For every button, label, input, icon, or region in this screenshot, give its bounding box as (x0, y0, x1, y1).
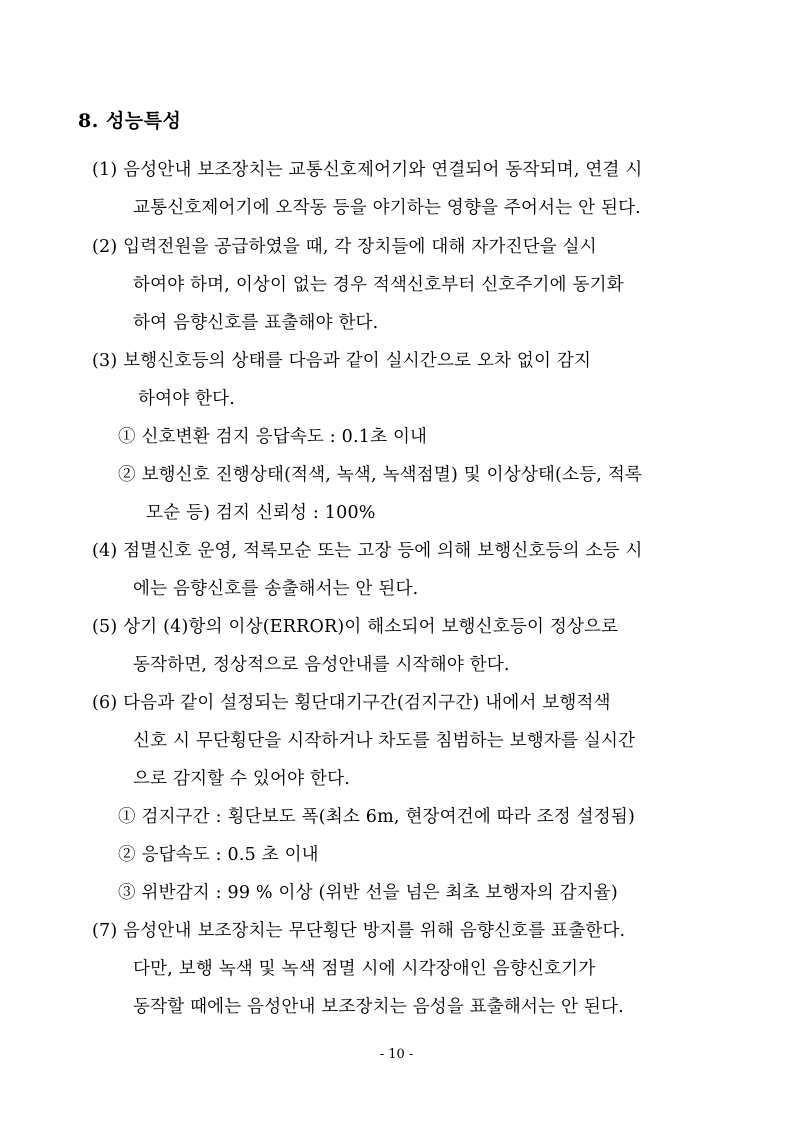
item-1-line-2: 교통신호제어기에 오작동 등을 야기하는 영향을 주어서는 안 된다. (133, 198, 641, 218)
item-7-line-2: 다만, 보행 녹색 및 녹색 점멸 시에 시각장애인 음향신호기가 (133, 959, 596, 979)
item-6-subitem-1: ① 검지구간 : 횡단보도 폭(최소 6m, 현장여건에 따라 조정 설정됨) (118, 807, 636, 827)
item-6-subitem-3: ③ 위반감지 : 99 % 이상 (위반 선을 넘은 최초 보행자의 감지율) (118, 883, 618, 903)
item-6-line-1: (6) 다음과 같이 설정되는 횡단대기구간(검지구간) 내에서 보행적색 (92, 693, 611, 713)
item-3-line-1: (3) 보행신호등의 상태를 다음과 같이 실시간으로 오차 없이 감지 (92, 351, 592, 371)
item-6-line-3: 으로 감지할 수 있어야 한다. (133, 769, 350, 789)
item-5-line-1: (5) 상기 (4)항의 이상(ERROR)이 해소되어 보행신호등이 정상으로 (92, 617, 619, 637)
item-3-subitem-1: ① 신호변환 검지 응답속도 : 0.1초 이내 (118, 427, 428, 447)
item-4-line-2: 에는 음향신호를 송출해서는 안 된다. (133, 579, 419, 599)
item-3-subitem-2: ② 보행신호 진행상태(적색, 녹색, 녹색점멸) 및 이상상태(소등, 적록 (118, 465, 643, 485)
item-3-subitem-2-cont: 모순 등) 검지 신뢰성 : 100% (146, 503, 376, 523)
item-2-line-2: 하여야 하며, 이상이 없는 경우 적색신호부터 신호주기에 동기화 (133, 275, 624, 295)
item-7-line-3: 동작할 때에는 음성안내 보조장치는 음성을 표출해서는 안 된다. (133, 997, 624, 1017)
item-6-line-2: 신호 시 무단횡단을 시작하거나 차도를 침범하는 보행자를 실시간 (133, 731, 636, 751)
page-number: - 10 - (379, 1047, 414, 1062)
item-1-line-1: (1) 음성안내 보조장치는 교통신호제어기와 연결되어 동작되며, 연결 시 (92, 160, 643, 180)
item-5-line-2: 동작하면, 정상적으로 음성안내를 시작해야 한다. (133, 655, 510, 675)
item-2-line-1: (2) 입력전원을 공급하였을 때, 각 장치들에 대해 자가진단을 실시 (92, 237, 597, 257)
item-7-line-1: (7) 음성안내 보조장치는 무단횡단 방지를 위해 음향신호를 표출한다. (92, 921, 626, 941)
item-2-line-3: 하여 음향신호를 표출해야 한다. (133, 313, 379, 333)
section-heading: 8. 성능특성 (78, 110, 182, 132)
item-6-subitem-2: ② 응답속도 : 0.5 초 이내 (118, 845, 319, 865)
item-4-line-1: (4) 점멸신호 운영, 적록모순 또는 고장 등에 의해 보행신호등의 소등 시 (92, 541, 643, 561)
item-3-line-2: 하여야 한다. (138, 389, 236, 409)
